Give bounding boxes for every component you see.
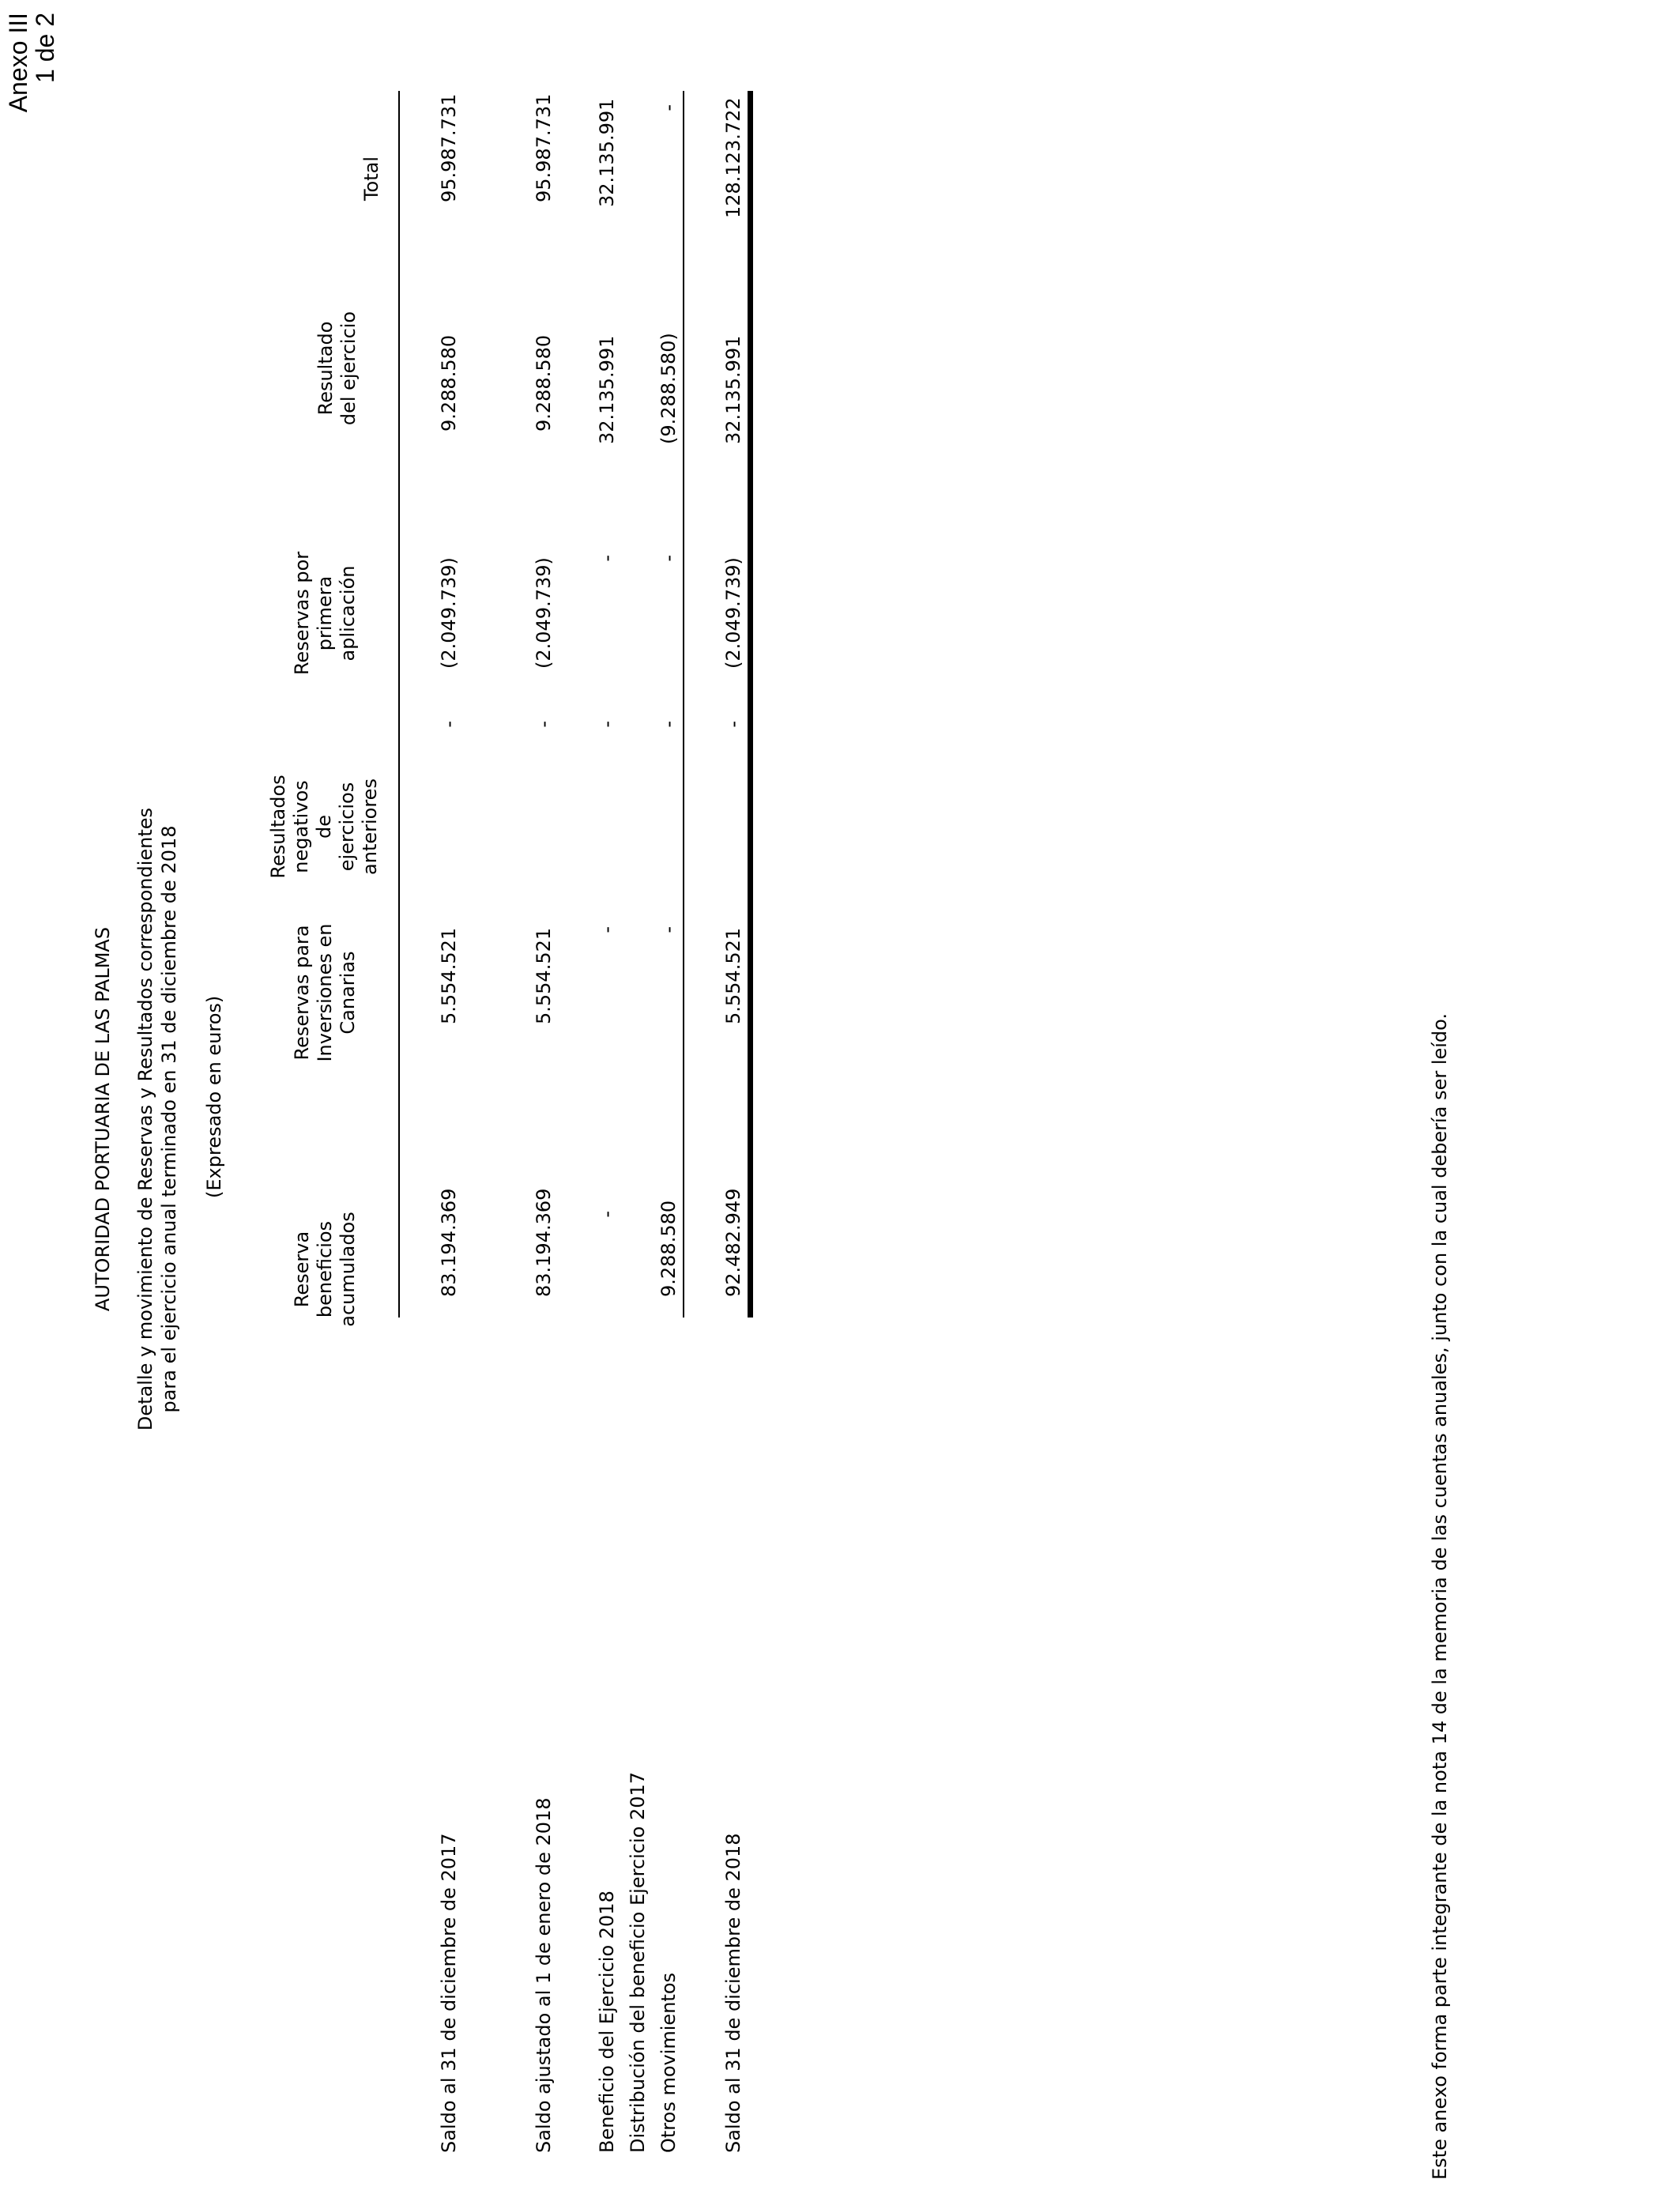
column-header-resultado-ejercicio: Resultado del ejercicio xyxy=(315,311,360,426)
currency-note: (Expresado en euros) xyxy=(203,995,225,1198)
cell-2017-negativos: - xyxy=(438,721,460,728)
cell-ajustado-canarias: 5.554.521 xyxy=(533,927,555,1024)
annex-number: Anexo III xyxy=(4,13,32,113)
cell-2018-total: 128.123.722 xyxy=(722,97,744,218)
column-header-resultados-negativos: Resultados negativos de ejercicios anteriores xyxy=(267,775,381,879)
cell-otros-canarias: - xyxy=(657,926,680,933)
row-label-beneficio-2018: Beneficio del Ejercicio 2018 xyxy=(596,1891,618,2153)
cell-ajustado-resultado: 9.288.580 xyxy=(533,334,555,432)
cell-otros-total: - xyxy=(657,104,680,111)
cell-2017-resultado: 9.288.580 xyxy=(438,334,460,432)
cell-otros-reserva: 9.288.580 xyxy=(657,1200,680,1297)
annex-label xyxy=(5,13,58,112)
statement-title-line-1: Detalle y movimiento de Reservas y Resultados correspondientes xyxy=(134,807,156,1431)
cell-beneficio-negativos: - xyxy=(596,721,618,728)
column-header-reservas-inversiones: Reservas para Inversiones en Canarias xyxy=(291,923,359,1062)
cell-2017-total: 95.987.731 xyxy=(438,93,460,202)
header-rule xyxy=(398,91,400,1318)
cell-2018-canarias: 5.554.521 xyxy=(722,927,744,1024)
row-label-saldo-2017: Saldo al 31 de diciembre de 2017 xyxy=(438,1833,460,2153)
cell-beneficio-primera: - xyxy=(596,555,618,562)
cell-2017-primera: (2.049.739) xyxy=(438,557,460,669)
cell-otros-primera: - xyxy=(657,555,680,562)
cell-ajustado-primera: (2.049.739) xyxy=(533,557,555,669)
column-header-reservas-primera-aplicacion: Reservas por primera aplicación xyxy=(291,551,359,676)
cell-beneficio-total: 32.135.991 xyxy=(596,98,618,207)
row-label-saldo-ajustado: Saldo ajustado al 1 de enero de 2018 xyxy=(533,1797,555,2153)
cell-ajustado-negativos: - xyxy=(533,721,555,728)
column-header-reserva-beneficios: Reserva beneficios acumulados xyxy=(291,1212,359,1327)
cell-ajustado-total: 95.987.731 xyxy=(533,93,555,202)
annex-page: 1 de 2 xyxy=(31,13,59,83)
cell-beneficio-reserva: - xyxy=(596,1211,618,1218)
total-double-rule xyxy=(748,91,753,1318)
cell-beneficio-canarias: - xyxy=(596,926,618,933)
footer-note: Este anexo forma parte integrante de la nota 14 de la memoria de las cuentas anuales, junto con la cual debería ser leído. xyxy=(1429,1012,1451,2180)
cell-2017-canarias: 5.554.521 xyxy=(438,927,460,1024)
row-label-saldo-2018: Saldo al 31 de diciembre de 2018 xyxy=(722,1833,744,2153)
statement-title-line-2: para el ejercicio anual terminado en 31 de diciembre de 2018 xyxy=(158,825,180,1413)
row-label-distribucion-2017: Distribución del beneficio Ejercicio 2017 xyxy=(627,1771,649,2153)
cell-2018-reserva: 92.482.949 xyxy=(722,1188,744,1297)
cell-2018-primera: (2.049.739) xyxy=(722,557,744,669)
column-header-total: Total xyxy=(360,156,382,202)
cell-otros-resultado: (9.288.580) xyxy=(657,333,680,444)
row-label-otros-movimientos: Otros movimientos xyxy=(657,1972,680,2153)
cell-2018-resultado: 32.135.991 xyxy=(722,335,744,444)
cell-beneficio-resultado: 32.135.991 xyxy=(596,335,618,444)
entity-title: AUTORIDAD PORTUARIA DE LAS PALMAS xyxy=(92,926,114,1312)
subtotal-rule xyxy=(683,91,684,1318)
cell-otros-negativos: - xyxy=(657,721,680,728)
cell-ajustado-reserva: 83.194.369 xyxy=(533,1188,555,1297)
cell-2017-reserva: 83.194.369 xyxy=(438,1188,460,1297)
cell-2018-negativos: - xyxy=(722,721,744,728)
